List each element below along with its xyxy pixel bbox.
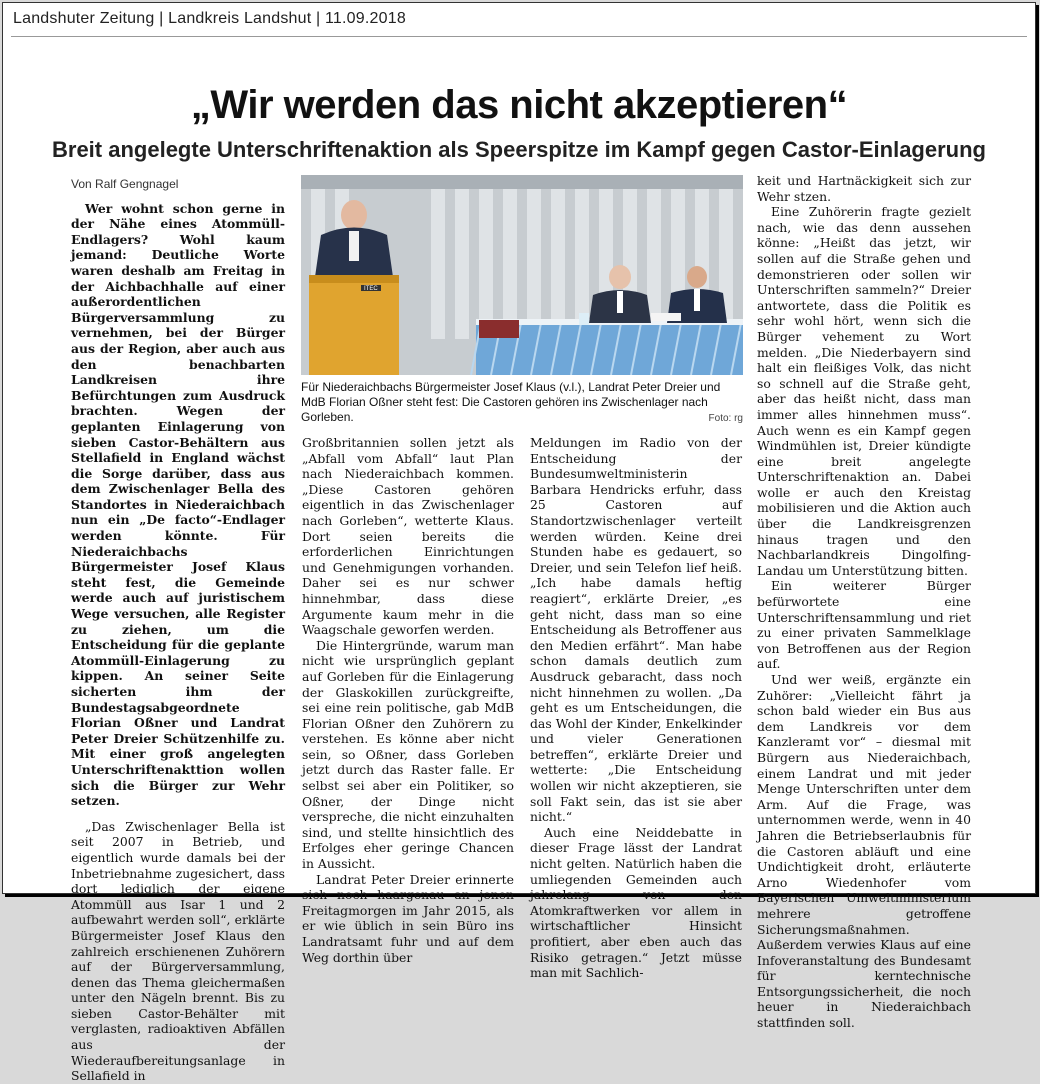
byline: Von Ralf Gengnagel [71, 177, 179, 191]
caption-text: Für Niederaichbachs Bürgermeister Josef Klaus (v.l.), Landrat Peter Dreier und MdB Florian Oßner steht fest: Die Castoren gehören ins Zwischenlager nach Gorleben. [301, 380, 721, 424]
paragraph: Eine Zuhörerin fragte gezielt nach, wie das denn aussehen könne: „Heißt das jetzt, wir sollen auf die Straße gehen und demonstrieren oder sollen wir Unterschriften sammeln?“ Dreier antwortete, dass die Politik es sehr wohl hört, wenn sich die Bürger vehement zu Wort melden. „Die Niederbayern sind halt ein fleißiges Volk, das nicht so schnell auf die Straße geht, aber das heißt nicht, dass man immer alles hinnehmen muss“. Auch wenn es ein Kampf gegen Windmühlen ist, Dreier kündigte eine breit angelegte Unterschriftenaktion an. Dabei wolle er auch den Kreistag mobilisieren und die Aktion auch über die Landkreisgrenzen hinaus tragen und den Nachbarlandkreis Dingolfing-Landau um Unterstützung bitten. [757, 204, 971, 578]
headline: „Wir werden das nicht akzeptieren“ [190, 83, 848, 127]
paragraph: Landrat Peter Dreier erinnerte sich noch haargenau an jenen Freitagmorgen im Jahr 2015, als er wie üblich in sein Büro ins Landratsamt fuhr und auf dem Weg dorthin über [302, 871, 514, 965]
paragraph: „Das Zwischenlager Bella ist seit 2007 in Betrieb, und eigentlich wurde damals bei der Inbetriebnahme zugesichert, dass dort lediglich der eigene Atommüll aus Isar 1 und 2 aufbewahrt werden soll“, erklärte Bürgermeister Josef Klaus den zahlreich erschienenen Zuhörern auf der Bürgerversammlung, denen das Thema gleichermaßen unter den Nägeln brennt. Bis zu sieben Castor-Behälter mit verglasten, radioaktiven Abfällen aus der Wiederaufbereitungsanlage in Sellafield in [71, 818, 285, 1084]
photo-caption [301, 380, 743, 425]
column-1 [71, 177, 285, 1084]
paragraph: keit und Hartnäckigkeit sich zur Wehr stzen. [757, 173, 971, 204]
article-photo [301, 175, 743, 375]
paragraph: Ein weiterer Bürger befürwortete eine Unterschriftensammlung und riet zu einer privaten Sammelklage von Betroffenen aus der Region auf. [757, 578, 971, 672]
subheadline: Breit angelegte Unterschriftenaktion als Speerspitze im Kampf gegen Castor-Einlagerung [52, 137, 986, 162]
photo-credit: Foto: rg [708, 413, 743, 424]
paragraph: Die Hintergründe, warum man nicht wie ursprünglich geplant auf Gorleben für die Einlagerung der Glaskokillen zurückgreifte, sei eine rein politische, gab MdB Florian Oßner den Zuhörern zu verstehen. Es könne aber nicht sein, so Oßner, dass Gorleben jetzt durch das Raster falle. Er selbst sei aber ein Politiker, so Oßner, der Dinge nicht verspreche, die nicht einzuhalten sind, und stellte hinsichtlich des Erfolges eher geringe Chancen in Aussicht. [302, 637, 514, 872]
lead-paragraph: Wer wohnt schon gerne in der Nähe eines Atommüll-Endlagers? Wohl kaum jemand: Deutliche Worte waren deshalb am Freitag in der Aichbachhalle auf einer außerordentlichen Bürgerversammlung zu vernehmen, bei der Bürger aus der Region, aber auch aus den benachbarten Landkreisen ihre Befürchtungen zum Ausdruck brachten. Wegen der geplanten Einlagerung von sieben Castor-Behältern aus Stellafield in England wächst die Sorge darüber, dass aus dem Zwischenlager Bella des Standortes in Niederaichbach nun ein „De facto“-Endlager werden könnte. Für Niederaichbachs Bürgermeister Josef Klaus steht fest, die Gemeinde werde auch auf juristischem Wege versuchen, alle Register zu ziehen, um die Entscheidung für die geplante Atommüll-Einlagerung zu kippen. An seiner Seite sicherten ihm der Bundestagsabgeordnete Florian Oßner und Landrat Peter Dreier Schützenhilfe zu. Mit einer groß angelegten Unterschriftenakttion wollen sich die Bürger zur Wehr setzen. [71, 200, 285, 809]
paragraph: Großbritannien sollen jetzt als „Abfall vom Abfall“ laut Plan nach Niederaichbach kommen. „Diese Castoren gehören eigentlich in das Zwischenlager nach Gorleben“, wetterte Klaus. Dort seien bereits die erforderlichen Einrichtungen und Genehmigungen vorhanden. Daher sei es nur schwer hinnehmbar, dass diese Argumente kaum mehr in die Waagschale geworfen werden. [302, 435, 514, 638]
article-page [2, 2, 1036, 1084]
lectern-label: ITEC [364, 286, 378, 292]
paragraph: Auch eine Neiddebatte in dieser Frage lässt der Landrat nicht gelten. Natürlich haben die umliegenden Gemeinden auch jahrelang von den Atomkraftwerken vor allem in wirtschaftlicher Hinsicht profitiert, aber eben auch das Risiko getragen.“ Jetzt müsse man mit Sachlich- [530, 824, 742, 981]
header-divider [11, 36, 1027, 37]
source-line: Landshuter Zeitung | Landkreis Landshut | 11.09.2018 [13, 10, 406, 27]
column-4 [757, 173, 971, 1031]
paragraph: Und wer weiß, ergänzte ein Zuhörer: „Vielleicht fährt ja schon bald wieder ein Bus aus dem Landkreis vor dem Kanzleramt vor“ – diesmal mit Bürgern aus Niederaichbach, einem Landrat und mit jeder Menge Unterschriften unter dem Arm. Auf die Frage, was unternommen werde, wenn in 40 Jahren die Betriebserlaubnis für die Castoren abläuft und eine Undichtigkeit droht, erläuterte Arno Wiedenhofer vom Bayerischen Umweltministerium mehrere getroffene Sicherungsmaßnahmen. Außerdem verwies Klaus auf eine Infoveranstaltung des Bundesamt für kerntechnische Entsorgungssicherheit, die noch heuer in Niederaichbach stattfinden soll. [757, 672, 971, 1031]
paragraph: Meldungen im Radio von der Entscheidung der Bundesumweltministerin Barbara Hendricks erfuhr, dass 25 Castoren auf Standortzwischenlager verteilt werden würden. Keine drei Stunden habe es gedauert, so Dreier, und sein Telefon lief heiß. „Ich habe damals heftig reagiert“, erklärte Dreier, „es geht nicht, dass man so eine Entscheidung als Betroffener aus den Medien erfährt“. Man habe schon damals deutlich zum Ausdruck gebaracht, dass noch nicht hinnehmen zu wollen. „Da geht es um Entscheidungen, die das Wohl der Kinder, Enkelkinder und vieler Generationen betreffen“, erklärte Dreier und wetterte: „Die Entscheidung wollen wir nicht akzeptieren, sie soll Fakt sein, das ist sie aber nicht.“ [530, 435, 742, 825]
photo-illustration [301, 175, 743, 375]
column-2 [302, 435, 514, 965]
